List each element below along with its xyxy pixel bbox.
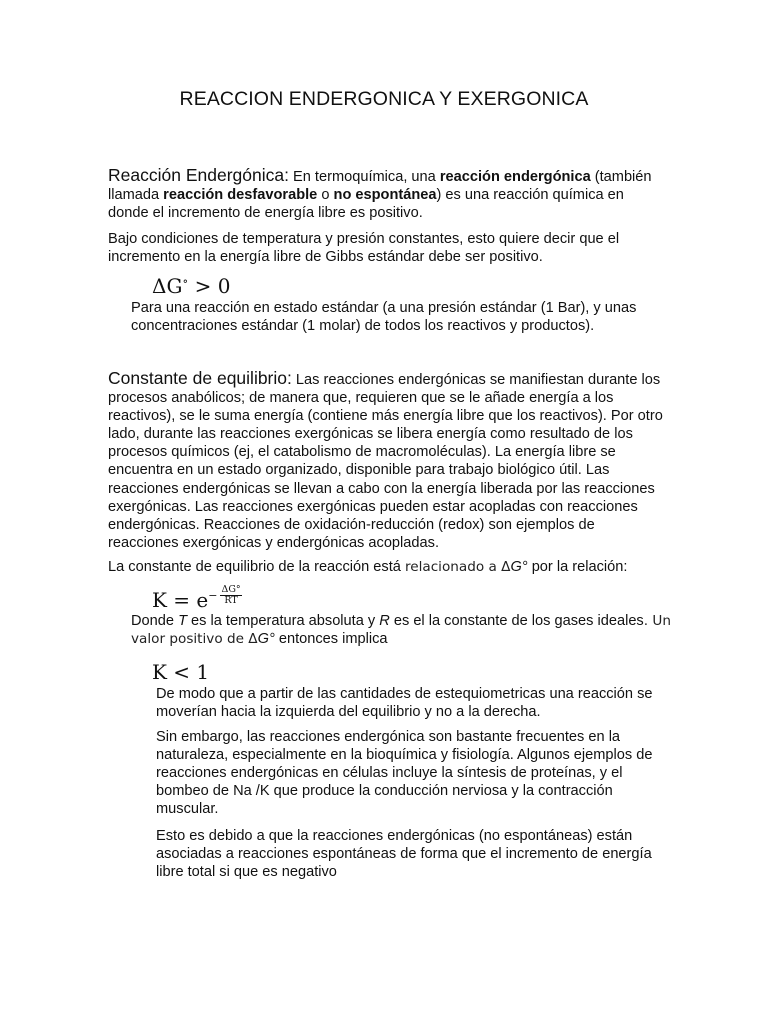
exponent-minus: − — [208, 589, 218, 602]
endergonic-definition-paragraph — [108, 166, 668, 222]
formula-delta-g-positive — [152, 274, 231, 298]
italic-symbol: G° — [510, 559, 528, 575]
bold-term: reacción endergónica — [439, 169, 591, 185]
soft-text-run: . Un valor positivo de Δ — [131, 613, 671, 648]
formula-k-less-than-one: K < 1 — [152, 660, 210, 684]
gibbs-paragraph: Bajo condiciones de temperatura y presión constantes, esto quiere decir que el incremento en la energía libre de Gibbs estándar debe ser positivo. — [108, 231, 620, 266]
italic-symbol: R — [379, 613, 390, 629]
text-run: es el la constante de los gases ideales — [389, 613, 644, 629]
section-heading-equilibrium: Constante de equilibrio: — [108, 368, 292, 388]
fraction-numerator: ΔG° — [221, 584, 241, 595]
text-run: La constante de equilibrio de la reacción está — [108, 559, 405, 575]
document-title: REACCION ENDERGONICA Y EXERGONICA — [179, 88, 589, 110]
equilibrium-paragraph — [108, 369, 668, 552]
section-heading-endergonic: Reacción Endergónica: — [108, 165, 289, 185]
text-run: ) es una reacción química en donde el incremento de energía libre es positivo. — [108, 187, 624, 222]
bold-term: no espontánea — [333, 187, 437, 204]
formula-sup: ∘ — [182, 274, 189, 288]
text-run: Donde — [131, 613, 179, 629]
fraction-denominator: RT — [224, 595, 238, 606]
italic-symbol: T — [178, 613, 187, 629]
standard-state-paragraph: Para una reacción en estado estándar (a una presión estándar (1 Bar), y unas concentraciones estándar (1 molar) de todos los reactivos y productos). — [131, 300, 637, 335]
formula-exponent — [208, 585, 241, 606]
bold-term: reacción desfavorable — [163, 187, 318, 204]
stoichiometry-paragraph: De modo que a partir de las cantidades de estequiometricas una reacción se moverían hacia la izquierda del equilibrio y no a la derecha. — [156, 686, 653, 721]
text-run: o — [317, 187, 334, 204]
text-run: entonces implica — [274, 631, 388, 648]
italic-symbol: G° — [257, 631, 275, 648]
soft-text-run: relacionado a Δ — [404, 559, 511, 575]
formula-equilibrium-constant — [152, 584, 242, 614]
text-run: En termoquímica, una — [288, 169, 440, 185]
text-run: por la relación: — [527, 559, 628, 575]
exponent-fraction — [220, 585, 241, 606]
formula-rhs: > 0 — [188, 274, 231, 298]
relation-paragraph — [108, 558, 668, 576]
coupling-paragraph: Esto es debido a que la reacciones endergónicas (no espontáneas) están asociadas a reacciones espontáneas de forma que el incremento de energía libre total si que es negativo — [156, 828, 652, 881]
formula-lhs: K = e — [152, 588, 209, 612]
text-run: (también llamada — [108, 169, 652, 204]
definition-paragraph — [131, 612, 671, 648]
formula-lhs: ΔG — [152, 274, 183, 298]
text-run: Las reacciones endergónicas se manifiestan durante los procesos anabólicos; de manera que, requieren que se le añade energía a los reactivos), se le suma energía (contiene más energía libre que los reactivos). Por otro lado, durante las reacciones exergónicas se libera energía como resultado de los procesos químicos (ej, el catabolismo de macromoléculas). La energía libre se encuentra en un estado organizado, disponible para trabajo biológico útil. Las reacciones endergónicas se llevan a cabo con la energía liberada por las reacciones exergónicas. Las reacciones exergónicas pueden estar acopladas con reacciones endergónicas. Reacciones de oxidación-reducción (redox) son ejemplos de reacciones exergónicas y endergónicas acopladas. — [108, 372, 663, 551]
text-run: es la temperatura absoluta y — [186, 613, 380, 629]
examples-paragraph: Sin embargo, las reacciones endergónica son bastante frecuentes en la naturaleza, especialmente en la bioquímica y fisiología. Algunos ejemplos de reacciones endergónicas en células incluye la síntesis de proteínas, y el bombeo de Na /K que produce la conducción nerviosa y la contracción muscular. — [156, 729, 653, 818]
